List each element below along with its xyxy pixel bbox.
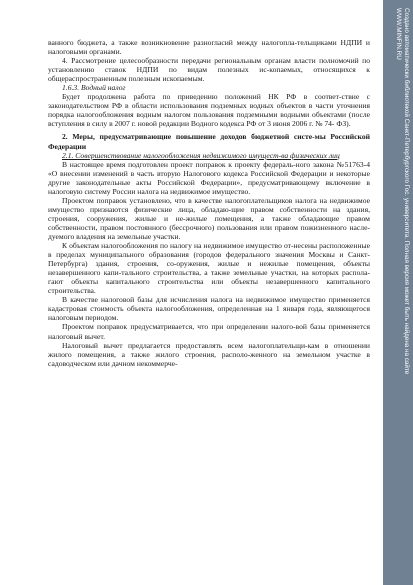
paragraph-taxpayers: Проектом поправок установлено, что в качестве налогоплательщиков налога на недвижимое имущество признаются физические лица, обладаю-щие правом собственности на здания, строения, сооружения, жилые и не-жилые помещения, а также обладающие правом собственности, правом постоянного (бессрочного) пользования или правом пожизненного насле-дуемого владения на земельные участки. bbox=[48, 195, 370, 241]
paragraph-draft-law: В настоящее время подготовлен проект поправок к проекту федераль-ного закона №51763-4 «О внесении изменений в часть вторую Налогового кодекса Российской Федерации и некоторые другие законодательные акты Российской Федерации», предусматривающему включение в налоговую систему России налога на недвижимое имущество. bbox=[48, 159, 370, 196]
sidebar-text bbox=[386, 8, 410, 578]
paragraph-budget: ванного бюджета, а также возникновение разногласий между налогопла-тельщиками НДПИ и налоговыми органами. bbox=[48, 38, 370, 57]
section-title: 2. Меры, предусматривающие повышение доходов бюджетной систе-мы Российской Федерации bbox=[48, 132, 370, 151]
paragraph-deduction-intro: Проектом поправок предусматривается, что при определении налого-вой базы применяется налоговый вычет. bbox=[48, 322, 370, 341]
sidebar-notice: Создано автоматически библиотекой Санкт-Петербургского Гос. университета. Полная версия может быть найдена на сайте bbox=[403, 8, 410, 375]
paragraph-deduction: Налоговый вычет предлагается предоставлять всем налогоплательщи-кам в отношении жилого помещения, а также жилого строения, располо-женного на земельном участке в садоводческом или дачном некоммерче- bbox=[48, 340, 370, 368]
subsection-water-tax: 1.6.3. Водный налог bbox=[62, 83, 126, 93]
page-content bbox=[48, 38, 370, 368]
paragraph-tax-base: В качестве налоговой базы для исчисления налога на недвижимое имущество применяется кадастровая стоимость объекта налогообложения, определенная на 1 января года, являющегося налоговым периодом. bbox=[48, 295, 370, 323]
paragraph-item-4: 4. Рассмотрение целесообразности передачи региональным органам власти полномочий по установлению ставок НДПИ по видам полезных ис-копаемых, относящихся к общераспространенным полезным ископаемым. bbox=[48, 56, 370, 84]
paragraph-water-tax: Будет продолжена работа по приведению положений НК РФ в соответ-ствие с законодательством РФ в области использования подземных водных объектов в части уточнения порядка налогообложения водным налогом пользования подземными водными объектами (после вступления в силу в 2007 г. новой редакции Водного кодекса РФ от 3 июня 2006 г. № 74- ФЗ). bbox=[48, 92, 370, 129]
sidebar-url: WWW.MINFIN.RU bbox=[395, 8, 402, 60]
library-sidebar bbox=[383, 0, 413, 585]
subsection-property-tax: 2.1. Совершенствование налогообложения недвижимого имущест-ва физических лиц bbox=[62, 150, 340, 160]
paragraph-objects: К объектам налогообложения по налогу на недвижимое имущество от-несены расположенные в пределах муниципального образования (городов федерального значения Москвы и Санкт-Петербурга) здания, строения, со-оружения, жилые и нежилые помещения, объекты незавершенного капи-тального строительства, а также земельные участки, на которых распола-гают объекты капитального строительства или объекты незавершенного капитального строительства. bbox=[48, 241, 370, 296]
